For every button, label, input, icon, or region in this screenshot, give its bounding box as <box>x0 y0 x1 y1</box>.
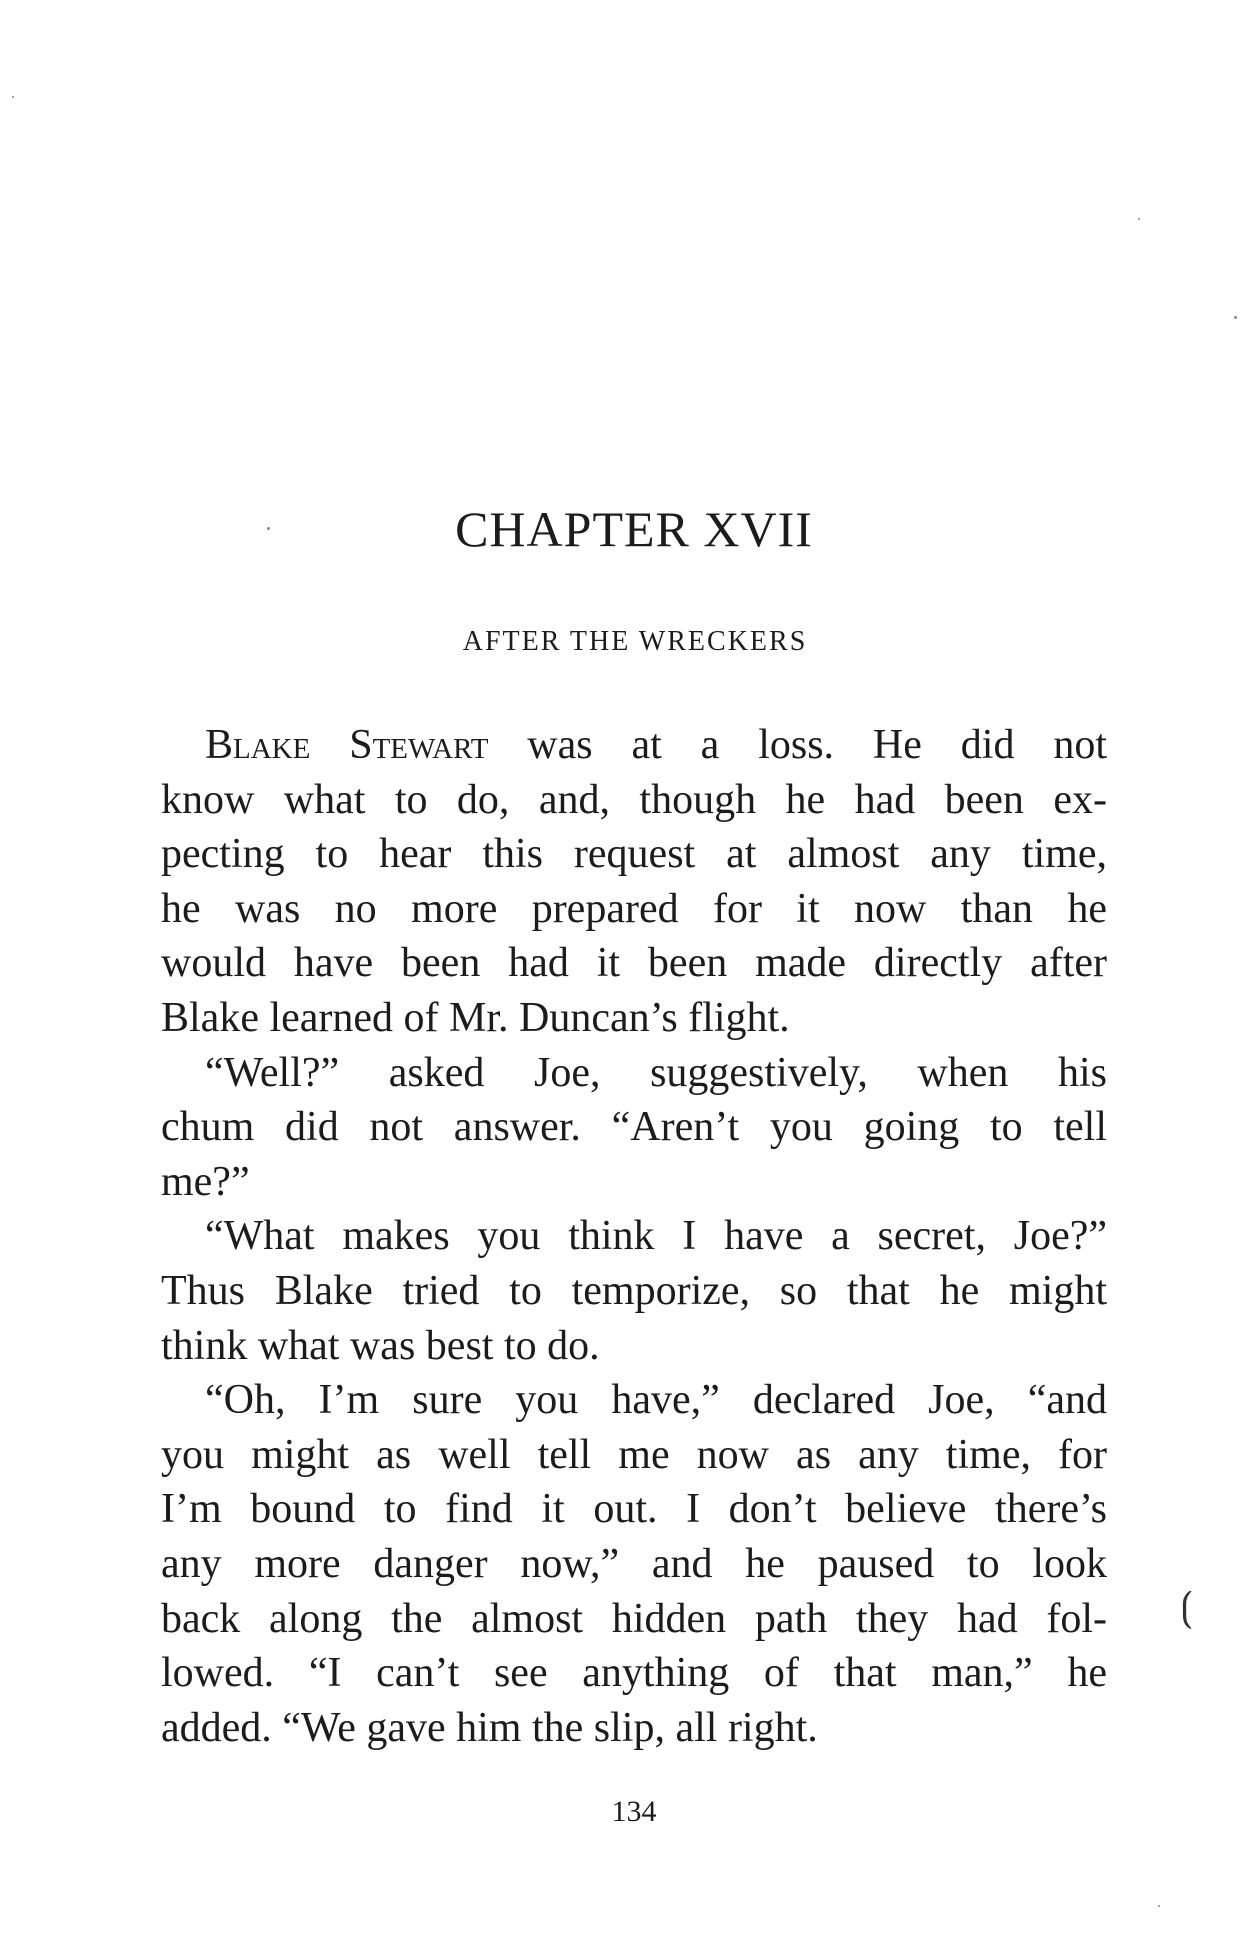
line-text: was at a loss. He did not <box>488 722 1107 768</box>
text-line: I’m bound to find it out. I don’t believe there’s <box>161 1486 1107 1533</box>
paragraph-2 <box>161 1046 1107 1210</box>
text-line: think what was best to do. <box>161 1322 600 1369</box>
text-line: would have been had it been made directly after <box>161 940 1107 987</box>
page-number: 134 <box>611 1795 657 1828</box>
text-line: know what to do, and, though he had been ex- <box>161 776 1107 823</box>
paragraph-4 <box>161 1373 1107 1755</box>
text-line: back along the almost hidden path they had fol- <box>161 1595 1107 1642</box>
text-line <box>161 718 1107 773</box>
body-text <box>161 718 1107 1755</box>
text-line: “Well?” asked Joe, suggestively, when his <box>205 1049 1107 1096</box>
text-line: Thus Blake tried to temporize, so that he might <box>161 1267 1107 1314</box>
text-line: chum did not answer. “Aren’t you going to tell <box>161 1104 1107 1151</box>
text-line: he was no more prepared for it now than he <box>161 885 1107 932</box>
text-line: added. “We gave him the slip, all right. <box>161 1704 818 1751</box>
lead-smallcaps: Blake Stewart <box>205 722 489 768</box>
text-line: you might as well tell me now as any time, for <box>161 1431 1107 1478</box>
scan-speck-icon <box>1234 316 1237 319</box>
margin-pencil-mark-icon: ⟮ <box>1180 1584 1194 1629</box>
scan-speck-icon <box>267 527 270 530</box>
text-line: lowed. “I can’t see anything of that man,” he <box>161 1650 1107 1697</box>
chapter-heading: CHAPTER XVII <box>455 501 813 557</box>
paragraph-1 <box>161 718 1107 1046</box>
chapter-subtitle: AFTER THE WRECKERS <box>462 626 808 657</box>
scan-speck-icon <box>1138 218 1140 220</box>
text-line: Blake learned of Mr. Duncan’s flight. <box>161 994 790 1041</box>
paragraph-3 <box>161 1209 1107 1373</box>
scan-speck-icon <box>1158 1905 1160 1907</box>
text-line: “Oh, I’m sure you have,” declared Joe, “and <box>205 1377 1107 1424</box>
text-line: me?” <box>161 1158 250 1205</box>
text-line: “What makes you think I have a secret, Joe?” <box>205 1213 1107 1260</box>
text-line: any more danger now,” and he paused to look <box>161 1540 1107 1587</box>
scan-speck-icon <box>12 96 14 98</box>
text-line: pecting to hear this request at almost any time, <box>161 831 1107 878</box>
